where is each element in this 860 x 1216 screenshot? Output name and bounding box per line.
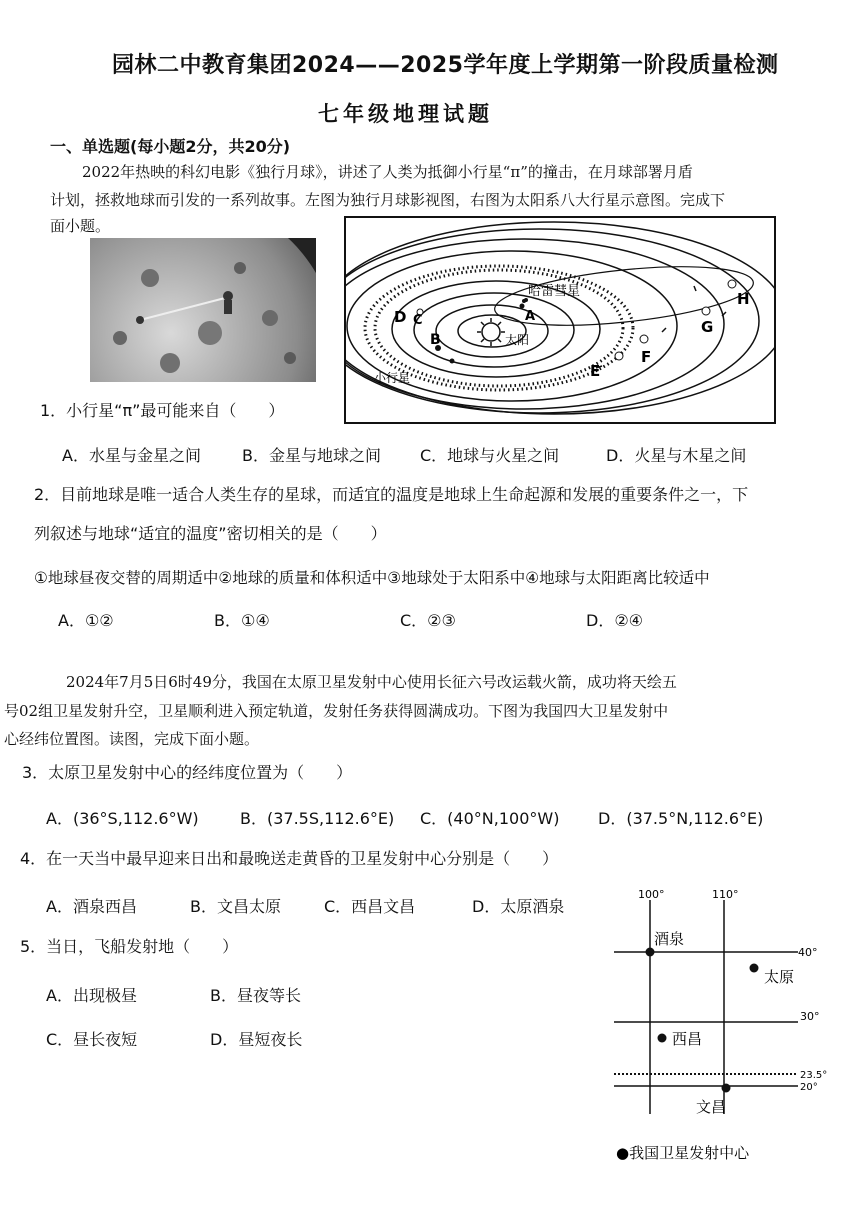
q1-option-c[interactable]: C．地球与火星之间 <box>420 446 560 465</box>
q4-option-b[interactable]: B．文昌太原 <box>190 897 281 916</box>
passage1-line2: 计划，拯救地球而引发的一系列故事。左图为独行月球影视图，右图为太阳系八大行星示意图。完成下 <box>50 191 726 209</box>
q2-option-c[interactable]: C．②③ <box>400 611 456 630</box>
map-legend: ●我国卫星发射中心 <box>616 1144 750 1162</box>
lat-40-label: 40° <box>798 946 818 959</box>
sun-label: 太阳 <box>505 333 530 347</box>
section-heading: 一、单选题(每小题2分，共20分) <box>50 137 291 156</box>
q1-option-a[interactable]: A．水星与金星之间 <box>62 446 201 465</box>
q2-stem-line1: 2．目前地球是唯一适合人类生存的星球，而适宜的温度是地球上生命起源和发展的重要条件之一，下 <box>34 485 749 504</box>
taiyuan-label: 太原 <box>764 968 795 986</box>
planet-label-c: C <box>413 313 423 328</box>
passage1-line3: 面小题。 <box>50 217 111 235</box>
q5-stem: 5．当日，飞船发射地（ ） <box>20 937 239 956</box>
jiuquan-label: 酒泉 <box>654 930 685 948</box>
q3-option-a[interactable]: A．(36°S,112.6°W) <box>46 809 199 828</box>
q4-option-a[interactable]: A．酒泉西昌 <box>46 897 137 916</box>
q1-option-d[interactable]: D．火星与木星之间 <box>606 446 747 465</box>
moon-photo <box>90 238 316 382</box>
comet-label: 哈雷彗星 <box>528 284 581 299</box>
q5-option-d[interactable]: D．昼短夜长 <box>210 1030 303 1049</box>
launch-center-map <box>606 882 846 1172</box>
q2-option-a[interactable]: A．①② <box>58 611 114 630</box>
q1-option-b[interactable]: B．金星与地球之间 <box>242 446 381 465</box>
q2-option-b[interactable]: B．①④ <box>214 611 270 630</box>
q3-option-c[interactable]: C．(40°N,100°W) <box>420 809 560 828</box>
passage1-line1: 2022年热映的科幻电影《独行月球》，讲述了人类为抵御小行星“π”的撞击，在月球部署月盾 <box>82 163 693 181</box>
wenchang-marker <box>722 1084 731 1093</box>
q4-option-d[interactable]: D．太原酒泉 <box>472 897 565 916</box>
lon-100-label: 100° <box>638 888 665 901</box>
planet-label-h: H <box>737 290 750 308</box>
q2-option-d[interactable]: D．②④ <box>586 611 644 630</box>
lat-20-label: 20° <box>800 1082 818 1093</box>
lat-23-5-label: 23.5° <box>800 1070 828 1081</box>
q5-option-a[interactable]: A．出现极昼 <box>46 986 137 1005</box>
xichang-label: 西昌 <box>672 1030 703 1048</box>
planet-label-b: B <box>430 332 441 348</box>
planet-label-d: D <box>394 308 407 326</box>
planet-label-g: G <box>701 318 714 336</box>
passage2-line3: 心经纬位置图。读图，完成下面小题。 <box>4 730 260 748</box>
q4-stem: 4．在一天当中最早迎来日出和最晚送走黄昏的卫星发射中心分别是（ ） <box>20 849 559 868</box>
q1-stem: 1．小行星“π”最可能来自（ ） <box>40 401 285 420</box>
lat-30-label: 30° <box>800 1010 820 1023</box>
q5-option-b[interactable]: B．昼夜等长 <box>210 986 301 1005</box>
jiuquan-marker <box>646 948 655 957</box>
q2-stem-line2: 列叙述与地球“适宜的温度”密切相关的是（ ） <box>34 524 387 543</box>
taiyuan-marker <box>750 964 759 973</box>
solar-system-diagram <box>344 216 776 424</box>
planet-label-a: A <box>525 309 536 324</box>
asteroid-label: 小行星 <box>374 371 411 385</box>
planet-label-e: E <box>590 362 601 380</box>
wenchang-label: 文昌 <box>696 1098 727 1116</box>
passage2-line1: 2024年7月5日6时49分，我国在太原卫星发射中心使用长征六号改运载火箭，成功将天绘五 <box>66 673 677 691</box>
q5-option-c[interactable]: C．昼长夜短 <box>46 1030 138 1049</box>
planet-label-f: F <box>641 348 652 366</box>
q4-option-c[interactable]: C．西昌文昌 <box>324 897 416 916</box>
page-title: 园林二中教育集团2024——2025学年度上学期第一阶段质量检测 <box>112 53 779 78</box>
q2-items: ①地球昼夜交替的周期适中②地球的质量和体积适中③地球处于太阳系中④地球与太阳距离比较适中 <box>34 569 710 587</box>
page-subtitle: 七年级地理试题 <box>318 102 493 126</box>
xichang-marker <box>658 1034 667 1043</box>
q3-option-b[interactable]: B．(37.5S,112.6°E) <box>240 809 395 828</box>
q3-option-d[interactable]: D．(37.5°N,112.6°E) <box>598 809 764 828</box>
lon-110-label: 110° <box>712 888 739 901</box>
passage2-line2: 号02组卫星发射升空，卫星顺利进入预定轨道，发射任务获得圆满成功。下图为我国四大卫星发射中 <box>4 702 669 720</box>
q3-stem: 3．太原卫星发射中心的经纬度位置为（ ） <box>22 763 353 782</box>
